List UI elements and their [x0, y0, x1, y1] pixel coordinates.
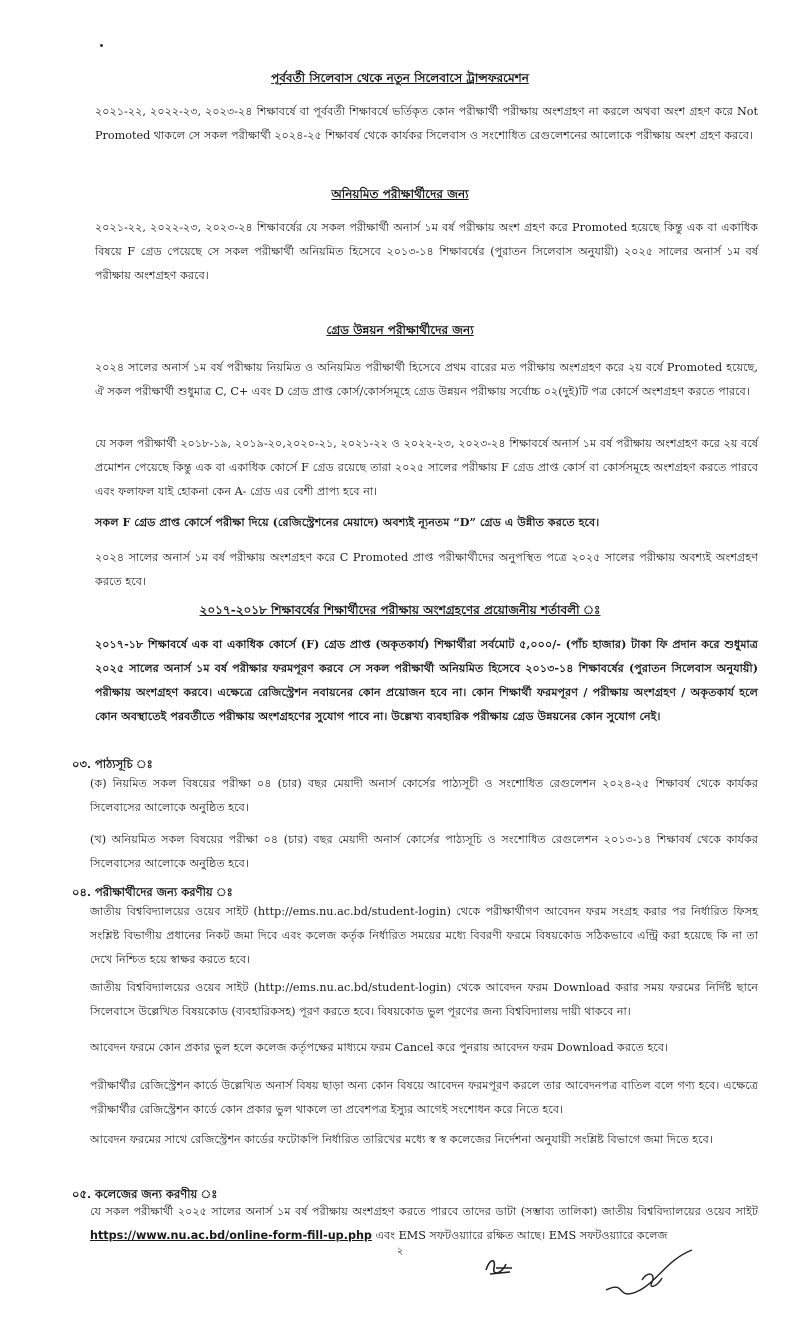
section-04-paragraph-1: জাতীয় বিশ্ববিদ্যালয়ের ওয়েব সাইট (http://ems.nu.ac.bd/student-login) থেকে পরীক্ষার্থীগণ আবেদন ফরম সংগ্রহ করার পর নির্ধারিত ফিসহ সংশ্লিষ্ট বিভাগীয় প্রধানের নিকট জমা দিবে এবং কলেজ কর্তৃক নির্ধারিত সময়ের মধ্যে বিবরণী ফরমে বিষয়কোড সঠিকভাবে এন্ট্রি করা হয়েছে কি না তা দেখে নিশ্চিত হয়ে স্বাক্ষর করতে হবে।: [90, 905, 758, 966]
paragraph-irregular: ২০২১-২২, ২০২২-২৩, ২০২৩-২৪ শিক্ষাবর্ষের যে সকল পরীক্ষার্থী অনার্স ১ম বর্ষ পরীক্ষায় অংশ গ্রহণ করে Promoted হয়েছে কিন্তু এক বা একাধিক বিষয়ে F গ্রেড পেয়েছে সে সকল পরীক্ষার্থী অনিয়মিত হিসেবে ২০১৩-১৪ শিক্ষাবর্ষের (পুরাতন সিলেবাস অনুযায়ী) ২০২৫ সালের অনার্স ১ম বর্ষ পরীক্ষায় অংশগ্রহণ করবে।: [95, 221, 758, 282]
page-number: ২: [396, 1246, 404, 1257]
section-05-title: ০৫. কলেজের জন্য করণীয় ঃ: [72, 1187, 218, 1201]
section-04-title: ০৪. পরীক্ষার্থীদের জন্য করণীয় ঃ: [72, 885, 233, 899]
section-05-text-after: এবং EMS সফটওয়্যারে রক্ষিত আছে। EMS সফটওয়্যারে কলেজ: [371, 1229, 668, 1242]
section-05-text-before: যে সকল পরীক্ষার্থী ২০২৫ সালের অনার্স ১ম বর্ষ পরীক্ষায় অংশগ্রহণ করতে পারবে তাদের ডাটা (সম্ভাব্য তালিকা) জাতীয় বিশ্ববিদ্যালয়ের ওয়েব সাইট: [90, 1205, 758, 1218]
section-04-paragraph-4: পরীক্ষার্থীর রেজিস্ট্রেশন কার্ডে উল্লেখিত অনার্স বিষয় ছাড়া অন্য কোন বিষয়ে আবেদন ফরমপূরণ করলে তার আবেদনপত্র বাতিল বলে গণ্য হবে। এক্ষেত্রে পরীক্ষার্থীর রেজিস্ট্রেশন কার্ডে কোন প্রকার ভুল থাকলে তা প্রবেশপত্র ইস্যুর আগেই সংশোধন করে নিতে হবে।: [90, 1079, 758, 1116]
paragraph-grade-1: ২০২৪ সালের অনার্স ১ম বর্ষ পরীক্ষায় নিয়মিত ও অনিয়মিত পরীক্ষার্থী হিসেবে প্রথম বারের মত পরীক্ষায় অংশগ্রহণ করে ২য় বর্ষে Promoted হয়েছে, ঐ সকল পরীক্ষার্থী শুধুমাত্র C, C+ এবং D গ্রেড প্রাপ্ত কোর্স/কোর্সসমূহে গ্রেড উন্নয়ন পরীক্ষায় সর্বোচ্চ ০২(দুই)টি পত্র কোর্সে অংশগ্রহণ করতে পারবে।: [95, 361, 758, 398]
initials-signature: [482, 1252, 518, 1280]
heading-transformation: পূর্ববর্তী সিলেবাস থেকে নতুন সিলেবাসে ট্রান্সফরমেশন: [271, 71, 529, 85]
nu-form-fill-up-link[interactable]: https://www.nu.ac.bd/online-form-fill-up.php: [90, 1229, 372, 1242]
scan-speck: [100, 44, 103, 47]
section-03-item-ka: (ক) নিয়মিত সকল বিষয়ের পরীক্ষা ০৪ (চার) বছর মেয়াদী অনার্স কোর্সের পাঠ্যসূচী ও সংশোধিত রেগুলেশন ২০২৪-২৫ শিক্ষাবর্ষ থেকে কার্যকর সিলেবাসের আলোকে অনুষ্ঠিত হবে।: [90, 777, 758, 814]
heading-grade-improvement: গ্রেড উন্নয়ন পরীক্ষার্থীদের জন্য: [326, 323, 474, 337]
paragraph-grade-3: ২০২৪ সালের অনার্স ১ম বর্ষ পরীক্ষায় অংশগ্রহণ করে C Promoted প্রাপ্ত পরীক্ষার্থীদের অনুপস্থিত পত্রে ২০২৫ সালের পরীক্ষায় অবশ্যই অংশগ্রহণ করতে হবে।: [95, 551, 758, 588]
heading-irregular: অনিয়মিত পরীক্ষার্থীদের জন্য: [331, 187, 469, 201]
paragraph-grade-bold: সকল F গ্রেড প্রাপ্ত কোর্সে পরীক্ষা দিয়ে (রেজিস্ট্রেশনের মেয়াদে) অবশ্যই ন্যূনতম “D” গ্রেড এ উন্নীত করতে হবে।: [95, 515, 600, 529]
section-03-item-kha: (খ) অনিয়মিত সকল বিষয়ের পরীক্ষা ০৪ (চার) বছর মেয়াদী অনার্স কোর্সের পাঠ্যসূচি ও সংশোধিত রেগুলেশন ২০১৩-১৪ শিক্ষাবর্ষ থেকে কার্যকর সিলেবাসের আলোকে অনুষ্ঠিত হবে।: [90, 833, 758, 870]
section-03-title: ০৩. পাঠ্যসূচি ঃ: [72, 757, 153, 771]
section-04-paragraph-3: আবেদন ফরমে কোন প্রকার ভুল হলে কলেজ কর্তৃপক্ষের মাধ্যমে ফরম Cancel করে পুনরায় আবেদন ফরম Download করতে হবে।: [90, 1041, 669, 1054]
section-04-paragraph-2: জাতীয় বিশ্ববিদ্যালয়ের ওয়েব সাইট (http://ems.nu.ac.bd/student-login) থেকে আবেদন ফরম Download করার সময় ফরমের নির্দিষ্ট ছানে সিলেবাসে উল্লেখিত বিষয়কোড (ব্যবহারিকসহ) পূরণ করতে হবে। বিষয়কোড ভুল পূরণের জন্য বিশ্ববিদ্যালয় দায়ী থাকবে না।: [90, 981, 758, 1018]
paragraph-grade-2: যে সকল পরীক্ষার্থী ২০১৮-১৯, ২০১৯-২০,২০২০-২১, ২০২১-২২ ও ২০২২-২৩, ২০২৩-২৪ শিক্ষাবর্ষে অনার্স ১ম বর্ষ পরীক্ষায় অংশগ্রহণ করে ২য় বর্ষে প্রমোশন পেয়েছে কিন্তু এক বা একাধিক কোর্সে F গ্রেড রয়েছে তারা ২০২৫ সালের পরীক্ষায় F গ্রেড প্রাপ্ত কোর্স বা কোর্সসমূহে অংশগ্রহণ করতে পারবে এবং ফলাফল যাই হোকনা কেন A- গ্রেড এর বেশী প্রাপ্য হবে না।: [95, 437, 758, 498]
heading-session-2017-18: ২০১৭-২০১৮ শিক্ষাবর্ষের শিক্ষার্থীদের পরীক্ষায় অংশগ্রহণের প্রয়োজনীয় শর্তাবলী ঃ: [199, 603, 601, 617]
paragraph-transformation: ২০২১-২২, ২০২২-২৩, ২০২৩-২৪ শিক্ষাবর্ষে বা পূর্ববর্তী শিক্ষাবর্ষে ভর্তিকৃত কোন পরীক্ষার্থী পরীক্ষায় অংশগ্রহণ না করলে অথবা অংশ গ্রহণ করে Not Promoted থাকলে সে সকল পরীক্ষার্থী ২০২৪-২৫ শিক্ষাবর্ষ থেকে কার্যকর সিলেবাস ও সংশোধিত রেগুলেশনের আলোকে পরীক্ষায় অংশ গ্রহণ করবে।: [95, 105, 758, 142]
section-04-paragraph-5: আবেদন ফরমের সাথে রেজিস্ট্রেশন কার্ডের ফটোকপি নির্ধারিত তারিখের মধ্যে স্ব স্ব কলেজের নির্দেশনা অনুযায়ী সংশ্লিষ্ট বিভাগে জমা দিতে হবে।: [90, 1133, 713, 1146]
paragraph-session-2017-18: ২০১৭-১৮ শিক্ষাবর্ষে এক বা একাধিক কোর্সে (F) গ্রেড প্রাপ্ত (অকৃতকার্য) শিক্ষার্থীরা সর্বমোট ৫,০০০/- (পাঁচ হাজার) টাকা ফি প্রদান করে শুধুমাত্র ২০২৫ সালের অনার্স ১ম বর্ষ পরীক্ষার ফরমপূরণ করবে সে সকল পরীক্ষার্থী অনিয়মিত হিসেবে ২০১৩-১৪ শিক্ষাবর্ষের (পুরাতন সিলেবাস অনুযায়ী) পরীক্ষায় অংশগ্রহণ করবে। এক্ষেত্রে রেজিস্ট্রেশন নবায়নের কোন প্রয়োজন হবে না। কোন শিক্ষার্থী ফরমপূরণ / পরীক্ষায় অংশগ্রহণ / অকৃতকার্য হলে কোন অবস্থাতেই পরবর্তীতে পরীক্ষায় অংশগ্রহণের সুযোগ পাবে না। উল্লেখ্য ব্যবহারিক পরীক্ষায় গ্রেড উন্নয়নের কোন সুযোগ নেই।: [95, 637, 758, 723]
officer-signature: [596, 1240, 706, 1304]
